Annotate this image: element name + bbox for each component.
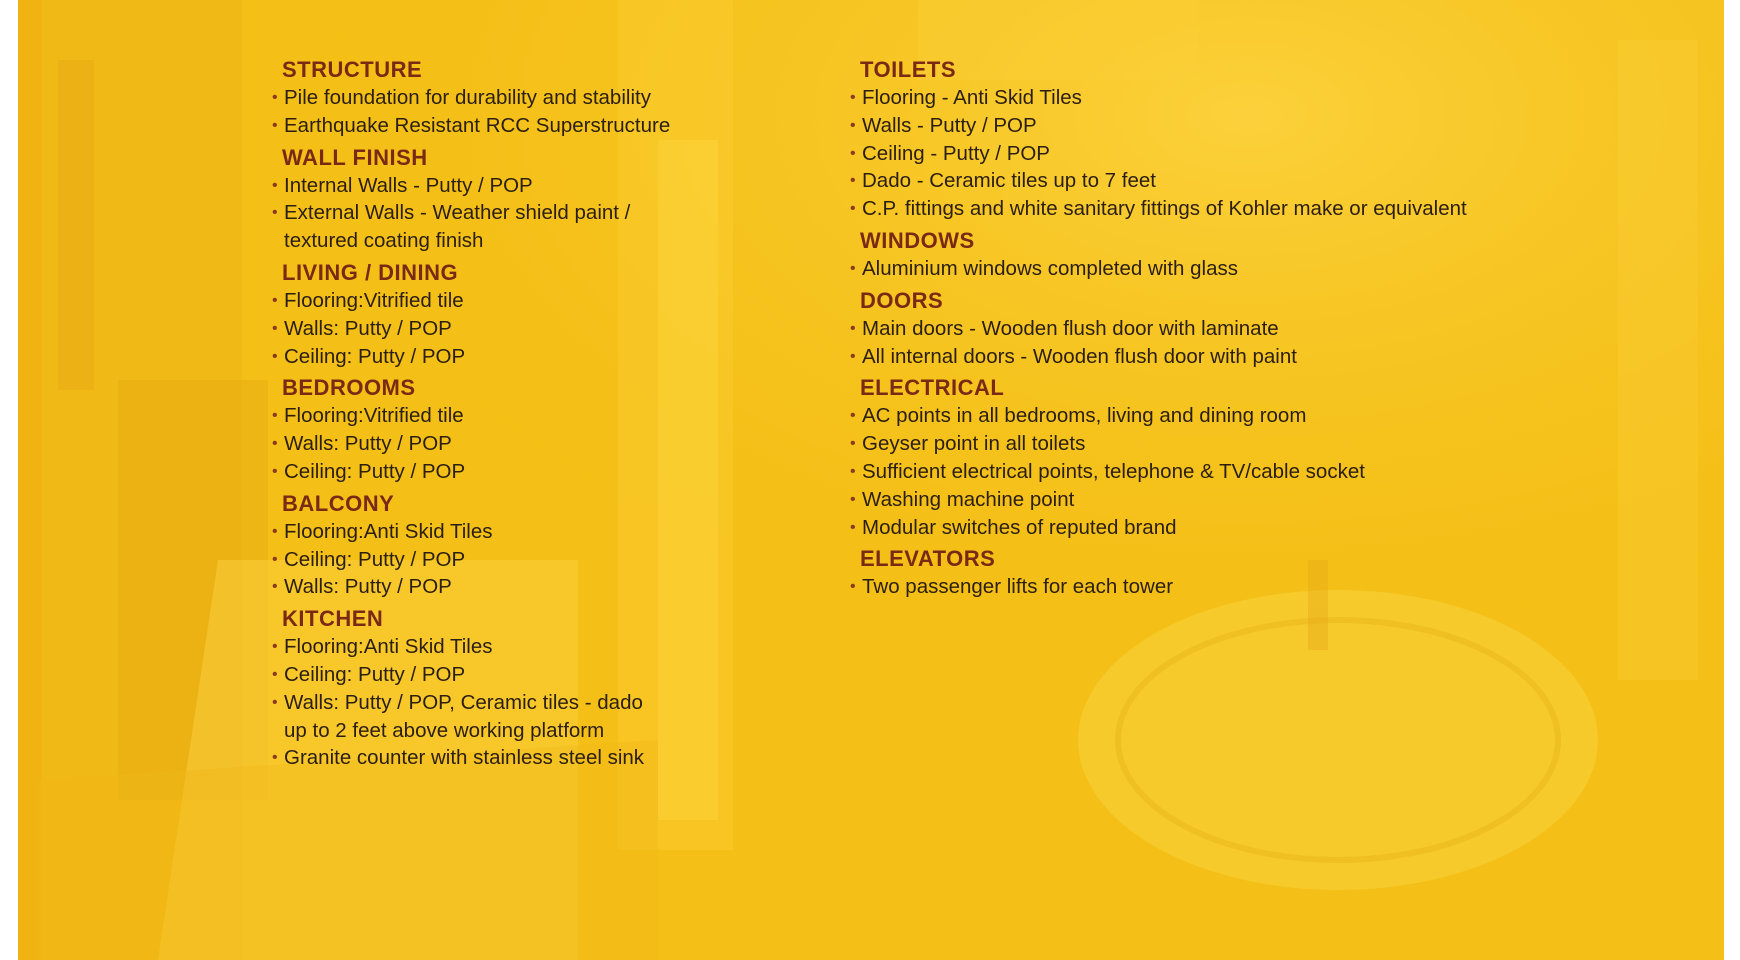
- list-item: • Granite counter with stainless steel sink: [272, 744, 742, 772]
- kitchen-heading: KITCHEN: [282, 606, 384, 632]
- list-item: • Main doors - Wooden flush door with laminate: [850, 315, 1610, 343]
- list-item: • Geyser point in all toilets: [850, 430, 1610, 458]
- list-item: • Flooring:Vitrified tile: [272, 287, 742, 315]
- structure-heading: STRUCTURE: [282, 57, 423, 82]
- list-item: • Walls: Putty / POP: [272, 315, 742, 343]
- list-item: • All internal doors - Wooden flush door with paint: [850, 343, 1610, 371]
- list-item: • Ceiling - Putty / POP: [850, 140, 1610, 168]
- list-item: • Flooring - Anti Skid Tiles: [850, 84, 1610, 112]
- living-dining-section: [272, 259, 742, 370]
- living-dining-list: [272, 287, 742, 370]
- list-item: • Ceiling: Putty / POP: [272, 343, 742, 371]
- electrical-heading: ELECTRICAL: [860, 375, 1005, 401]
- toilets-section: [850, 56, 1610, 223]
- list-item: • Walls: Putty / POP: [272, 573, 742, 601]
- list-item: • Ceiling: Putty / POP: [272, 661, 742, 689]
- bedrooms-list: [272, 402, 742, 485]
- list-item: • AC points in all bedrooms, living and dining room: [850, 402, 1610, 430]
- list-item: • Walls: Putty / POP: [272, 430, 742, 458]
- list-item: • External Walls - Weather shield paint / textured coating finish: [272, 199, 654, 255]
- living-dining-heading: LIVING / DINING: [282, 259, 459, 285]
- windows-section: [850, 227, 1610, 283]
- list-item: • Walls: Putty / POP, Ceramic tiles - dado up to 2 feet above working platform: [272, 689, 654, 745]
- structure-list: [272, 84, 742, 140]
- specifications-page: [18, 0, 1724, 960]
- list-item: • Walls - Putty / POP: [850, 112, 1610, 140]
- list-item: • Pile foundation for durability and stability: [272, 84, 742, 112]
- list-item: • Dado - Ceramic tiles up to 7 feet: [850, 167, 1610, 195]
- wall-finish-section: [272, 144, 742, 255]
- balcony-heading: BALCONY: [282, 490, 395, 516]
- specifications-right-column: [850, 56, 1610, 605]
- list-item: • Two passenger lifts for each tower: [850, 573, 1610, 601]
- wall-finish-list: [272, 172, 742, 255]
- windows-heading: WINDOWS: [860, 227, 975, 253]
- balcony-list: [272, 518, 742, 601]
- elevators-list: [850, 573, 1610, 601]
- list-item: • Flooring:Anti Skid Tiles: [272, 518, 742, 546]
- electrical-section: [850, 374, 1610, 541]
- list-item: • Flooring:Anti Skid Tiles: [272, 633, 742, 661]
- doors-section: [850, 287, 1610, 371]
- list-item: • Internal Walls - Putty / POP: [272, 172, 742, 200]
- list-item: • Sufficient electrical points, telephone & TV/cable socket: [850, 458, 1610, 486]
- kitchen-list: [272, 633, 742, 772]
- windows-list: [850, 255, 1610, 283]
- toilets-heading: TOILETS: [860, 57, 956, 82]
- specifications-left-column: [272, 56, 742, 776]
- doors-list: [850, 315, 1610, 371]
- list-item: • Washing machine point: [850, 486, 1610, 514]
- bedrooms-section: [272, 374, 742, 485]
- list-item: • Flooring:Vitrified tile: [272, 402, 742, 430]
- list-item: • Aluminium windows completed with glass: [850, 255, 1610, 283]
- list-item: • C.P. fittings and white sanitary fittings of Kohler make or equivalent: [850, 195, 1610, 223]
- toilets-list: [850, 84, 1610, 223]
- list-item: • Ceiling: Putty / POP: [272, 458, 742, 486]
- bedrooms-heading: BEDROOMS: [282, 375, 416, 401]
- structure-section: [272, 56, 742, 140]
- list-item: • Modular switches of reputed brand: [850, 514, 1610, 542]
- elevators-heading: ELEVATORS: [860, 546, 996, 572]
- wall-finish-heading: WALL FINISH: [282, 144, 428, 170]
- balcony-section: [272, 490, 742, 601]
- doors-heading: DOORS: [860, 287, 944, 313]
- list-item: • Earthquake Resistant RCC Superstructure: [272, 112, 742, 140]
- electrical-list: [850, 402, 1610, 541]
- kitchen-section: [272, 605, 742, 772]
- list-item: • Ceiling: Putty / POP: [272, 546, 742, 574]
- elevators-section: [850, 545, 1610, 601]
